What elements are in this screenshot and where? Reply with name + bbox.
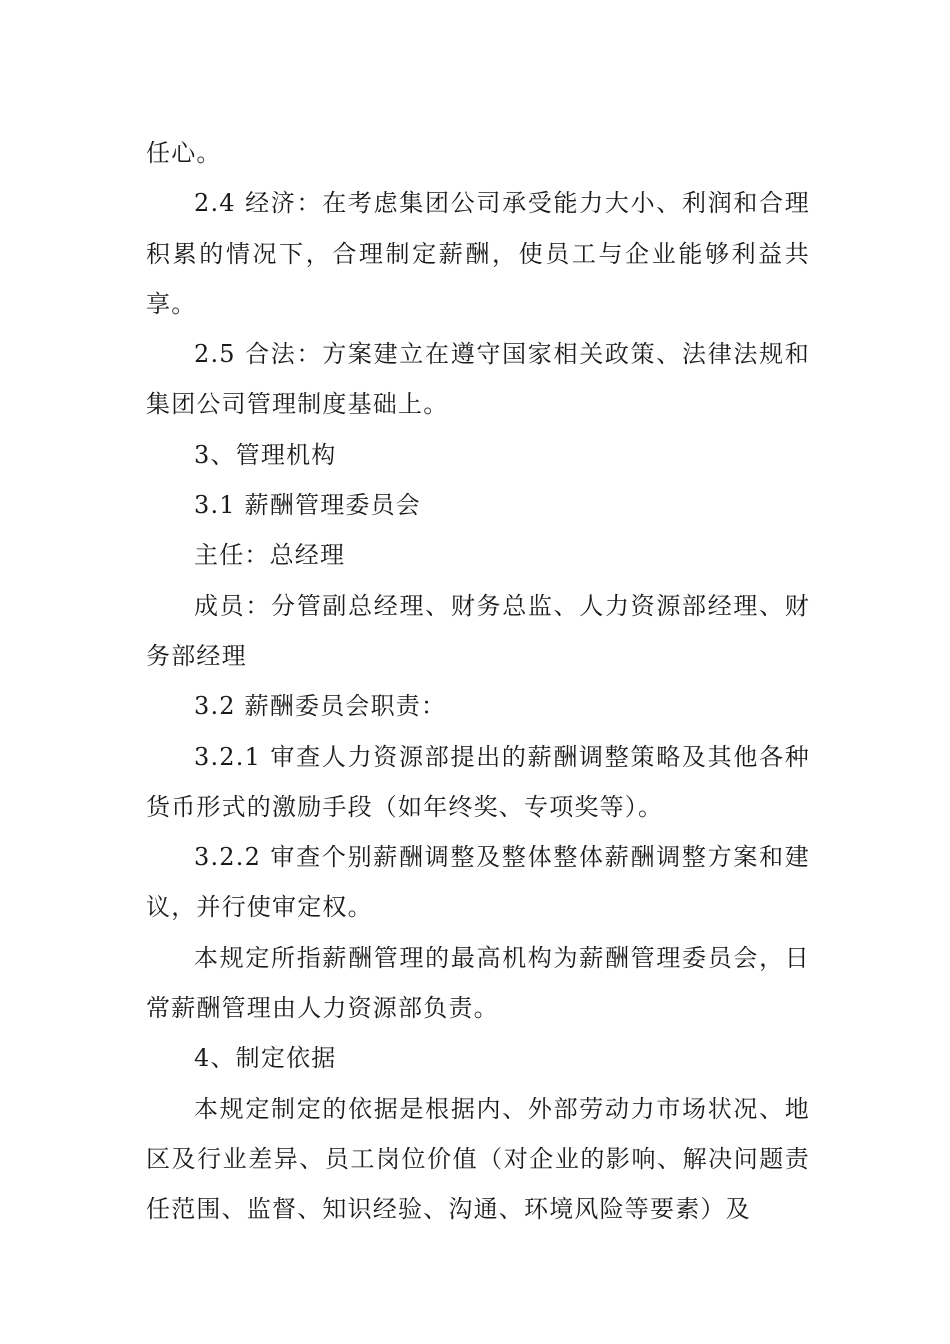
section-heading-management: 3、管理机构 bbox=[194, 440, 337, 469]
paragraph-director: 主任：总经理 bbox=[194, 541, 346, 570]
section-heading-basis: 4、制定依据 bbox=[194, 1044, 337, 1073]
paragraph-duty-1: 3.2.1 审查人力资源部提出的薪酬调整策略及其他各种货币形式的激励手段（如年终奖、专项奖等）。 bbox=[146, 742, 810, 821]
paragraph-continuation: 任心。 bbox=[146, 139, 222, 167]
paragraph-duty-2: 3.2.2 审查个别薪酬调整及整体整体薪酬调整方案和建议，并行使审定权。 bbox=[146, 843, 810, 922]
paragraph-highest-authority: 本规定所指薪酬管理的最高机构为薪酬管理委员会，日常薪酬管理由人力资源部负责。 bbox=[146, 943, 810, 1023]
paragraph-basis: 本规定制定的依据是根据内、外部劳动力市场状况、地区及行业差异、员工岗位价值（对企业的影响、解决问题责任范围、监督、知识经验、沟通、环境风险等要素）及 bbox=[146, 1094, 810, 1224]
paragraph-members: 成员：分管副总经理、财务总监、人力资源部经理、财务部经理 bbox=[146, 591, 810, 670]
subsection-heading-committee: 3.1 薪酬管理委员会 bbox=[194, 491, 421, 520]
paragraph-economy: 2.4 经济：在考虑集团公司承受能力大小、利润和合理积累的情况下，合理制定薪酬，使员工与企业能够利益共享。 bbox=[146, 189, 810, 318]
subsection-heading-duties: 3.2 薪酬委员会职责： bbox=[194, 692, 447, 721]
document-body bbox=[146, 128, 810, 1235]
paragraph-legality: 2.5 合法：方案建立在遵守国家相关政策、法律法规和集团公司管理制度基础上。 bbox=[146, 340, 810, 419]
